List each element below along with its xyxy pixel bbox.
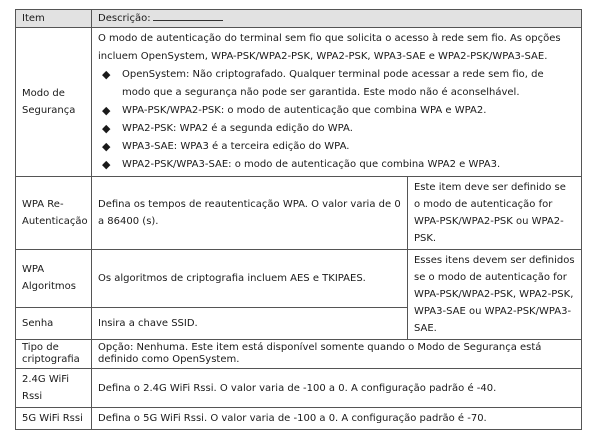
table-row xyxy=(16,340,582,369)
header-descricao-label: Descrição: xyxy=(98,13,151,24)
parameter-table xyxy=(15,9,582,430)
table-row xyxy=(16,28,582,177)
table-row xyxy=(16,369,582,408)
bullet-text: WPA3-SAE: WPA3 é a terceira edição do WPA. xyxy=(122,141,350,152)
table-row xyxy=(16,408,582,430)
list-item xyxy=(98,138,575,156)
row-label-tipo: Tipo de criptografia xyxy=(16,340,92,369)
row-desc-senha: Insira a chave SSID. xyxy=(92,307,408,339)
bullet-text: WPA-PSK/WPA2-PSK: o modo de autenticação que combina WPA e WPA2. xyxy=(122,105,487,116)
diamond-bullet-icon: ◆ xyxy=(102,158,111,171)
bullet-text: OpenSystem: Não criptografado. Qualquer terminal pode acessar a rede sem fio, de modo que a segurança não pode ser garantida. Este modo não é aconselhável. xyxy=(122,69,544,98)
row-label-rssi24: 2.4G WiFi Rssi xyxy=(16,369,92,408)
row-desc-modo xyxy=(92,28,582,177)
row-label-modo: Modo de Segurança xyxy=(16,28,92,177)
diamond-bullet-icon: ◆ xyxy=(102,68,111,81)
list-item xyxy=(98,120,575,138)
blank-line xyxy=(153,10,223,21)
row-desc-algoritmos: Os algoritmos de criptografia incluem AES e TKIPAES. xyxy=(92,250,408,308)
diamond-bullet-icon: ◆ xyxy=(102,122,111,135)
list-item xyxy=(98,66,575,102)
row-desc-tipo: Opção: Nenhuma. Este item está disponível somente quando o Modo de Segurança está definido como OpenSystem. xyxy=(92,340,582,369)
bullet-text: WPA2-PSK: WPA2 é a segunda edição do WPA. xyxy=(122,123,353,134)
list-item xyxy=(98,102,575,120)
table-row xyxy=(16,250,582,308)
row-label-algoritmos: WPA Algoritmos xyxy=(16,250,92,308)
row-desc-rssi24: Defina o 2.4G WiFi Rssi. O valor varia de -100 a 0. A configuração padrão é -40. xyxy=(92,369,582,408)
table-row xyxy=(16,177,582,250)
modo-bullet-list xyxy=(98,66,575,174)
header-item: Item xyxy=(16,10,92,28)
bullet-text: WPA2-PSK/WPA3-SAE: o modo de autenticação que combina WPA2 e WPA3. xyxy=(122,159,501,170)
row-desc-rssi5: Defina o 5G WiFi Rssi. O valor varia de -100 a 0. A configuração padrão é -70. xyxy=(92,408,582,430)
diamond-bullet-icon: ◆ xyxy=(102,140,111,153)
diamond-bullet-icon: ◆ xyxy=(102,104,111,117)
row-note-algoritmos: Esses itens devem ser definidos se o modo de autenticação for WPA-PSK/WPA2-PSK, WPA2-PSK, WPA3-SAE ou WPA2-PSK/WPA3-SAE. xyxy=(407,250,581,340)
row-label-senha: Senha xyxy=(16,307,92,339)
table-header-row xyxy=(16,10,582,28)
modo-intro: O modo de autenticação do terminal sem fio que solicita o acesso à rede sem fio. As opções incluem OpenSystem, WPA-PSK/WPA2-PSK, WPA2-PSK, WPA3-SAE e WPA2-PSK/WPA3-SAE. xyxy=(98,33,561,62)
row-desc-reauth: Defina os tempos de reautenticação WPA. O valor varia de 0 a 86400 (s). xyxy=(92,177,408,250)
list-item xyxy=(98,156,575,174)
row-label-rssi5: 5G WiFi Rssi xyxy=(16,408,92,430)
row-note-reauth: Este item deve ser definido se o modo de autenticação for WPA-PSK/WPA2-PSK ou WPA2-PSK. xyxy=(407,177,581,250)
row-label-reauth: WPA Re-Autenticação xyxy=(16,177,92,250)
header-descricao xyxy=(92,10,582,28)
